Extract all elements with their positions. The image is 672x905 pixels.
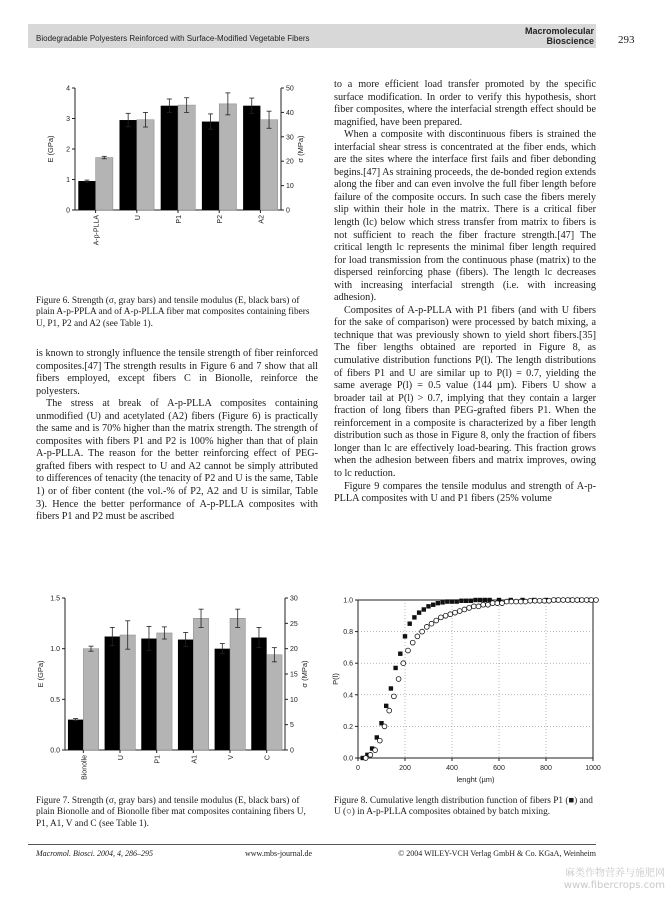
figure-6-caption: Figure 6. Strength (σ, gray bars) and tensile modulus (E, black bars) of plain A-p-PPLA and of A-p-PLLA fiber mat composites containing fibers U, P1, P2 and A2 (see Table 1). [36, 296, 310, 329]
strength-bar [193, 618, 208, 750]
modulus-bar [161, 106, 178, 210]
y-tick-label: 0.0 [50, 747, 60, 755]
x-tick-label: A1 [191, 755, 199, 764]
left-paragraph-2: The stress at break of A-p-PLLA composites containing unmodified (U) and acetylated (A2) fibers (Figure 6) is practically the same and is 70% higher than the matrix strength. The strength of composites with fibers P1 and P2 is 100% higher than that of plain A-p-PLLA. The reason for the better reinforcing effect of PEG-grafted fibers with respect to U and A2 cannot be simply attributed to differences of tenacity (the tenacity of P2 and U is the same, Table 1) or of fiber content (the vol.-% of P2, A2 and U is similar, Table 3). Hence the better performance of A-p-PLLA composites with fibers P1 and P2 must be ascribed [36, 398, 318, 523]
u-data-point [471, 604, 476, 609]
x-tick-label: V [228, 755, 235, 760]
modulus-bar [251, 638, 266, 750]
u-data-point [373, 748, 378, 753]
x-tick-label: C [264, 755, 272, 761]
p1-data-point [455, 599, 459, 603]
y2-tick-label: 30 [290, 595, 298, 603]
p1-data-point [389, 686, 393, 690]
x-tick-label: A2 [258, 215, 266, 224]
figure-8-chart [330, 590, 605, 795]
watermark-line2: www.fibercrops.com [563, 880, 665, 891]
footer-website: www.mbs-journal.de [245, 849, 313, 858]
y2-tick-label: 20 [290, 646, 298, 654]
u-data-point [580, 598, 585, 603]
u-data-point [570, 598, 575, 603]
y-tick-label: 0.4 [343, 692, 353, 700]
x-tick-label: 600 [493, 765, 505, 772]
p1-data-point [422, 607, 426, 611]
figure-7-chart [36, 590, 330, 790]
strength-bar [83, 649, 98, 750]
y2-tick-label: 15 [290, 671, 298, 679]
modulus-bar [68, 720, 83, 750]
p1-data-point [483, 598, 487, 602]
y-tick-label: 4 [66, 85, 70, 93]
figure-7-caption: Figure 7. Strength (σ, gray bars) and tensile modulus (E, black bars) of plain Bionolle and of Bionolle fiber mat composites containing fibers U, P1, A1, V and C (see Table 1). [36, 796, 306, 829]
watermark [555, 868, 665, 892]
u-data-point [556, 598, 561, 603]
y2-tick-label: 30 [286, 134, 294, 142]
y2-tick-label: 20 [286, 158, 294, 166]
u-data-point [443, 613, 448, 618]
p1-data-point [408, 622, 412, 626]
p1-data-point [440, 600, 444, 604]
p1-data-point [473, 598, 477, 602]
plot-frame [358, 600, 593, 758]
u-data-point [490, 601, 495, 606]
x-tick-label: 800 [540, 765, 552, 772]
u-data-point [368, 752, 373, 757]
u-data-point [500, 601, 505, 606]
figure-6-chart [46, 80, 325, 280]
u-data-point [514, 599, 519, 604]
u-data-point [495, 601, 500, 606]
strength-bar [157, 633, 172, 750]
strength-bar [137, 120, 154, 210]
y-tick-label: 0 [66, 207, 70, 215]
x-tick-label: U [118, 755, 125, 761]
p1-data-point [431, 603, 435, 607]
left-column-text [36, 348, 318, 524]
running-title: Biodegradable Polyesters Reinforced with Surface-Modified Vegetable Fibers [36, 34, 310, 43]
x-axis-label: lenght (µm) [456, 775, 495, 784]
y-tick-label: 0.5 [50, 696, 60, 704]
u-data-point [575, 598, 580, 603]
u-data-point [457, 609, 462, 614]
strength-bar [178, 105, 195, 210]
x-tick-label: U [134, 215, 142, 221]
u-data-point [528, 598, 533, 603]
u-data-point [481, 602, 486, 607]
y2-tick-label: 50 [286, 85, 294, 93]
journal-name [520, 26, 594, 46]
modulus-bar [243, 106, 260, 210]
y2-tick-label: 25 [290, 620, 298, 628]
footer-citation: Macromol. Biosci. 2004, 4, 286–295 [36, 849, 154, 858]
figure-8-caption: Figure 8. Cumulative length distribution function of fibers P1 (■) and U (○) in A-p-PLLA composites obtained by batch mixing. [334, 796, 593, 818]
u-data-point [518, 599, 523, 604]
strength-bar [96, 158, 113, 210]
y2-axis-label: σ (MPa) [300, 660, 309, 688]
y2-tick-label: 0 [290, 747, 294, 755]
u-data-point [542, 598, 547, 603]
strength-bar [230, 618, 245, 750]
u-data-point [439, 615, 444, 620]
x-tick-label: 1000 [585, 765, 601, 772]
p1-data-point [469, 599, 473, 603]
right-paragraph-1: to a more efficient load transfer promoted by the specific surface modification. In order to verify this hypothesis, short fiber composites, where the interfacial strength effect should be magnified, have been prepared. [334, 79, 596, 128]
p1-data-point [403, 634, 407, 638]
p1-data-point [464, 599, 468, 603]
right-column-text [334, 79, 596, 506]
y-tick-label: 1 [66, 177, 70, 184]
u-data-point [547, 598, 552, 603]
x-tick-label: A-p-PLLA [93, 215, 101, 246]
u-data-point [382, 724, 387, 729]
u-data-point [594, 598, 599, 603]
y-axis-label: P(l) [331, 673, 340, 685]
u-data-point [406, 648, 411, 653]
y-tick-label: 2 [66, 146, 70, 154]
modulus-bar [119, 120, 136, 210]
u-data-point [565, 598, 570, 603]
u-data-point [429, 621, 434, 626]
p1-data-point [450, 599, 454, 603]
p1-data-point [445, 599, 449, 603]
u-data-point [396, 677, 401, 682]
right-paragraph-3: Composites of A-p-PLLA with P1 fibers (and with U fibers for the sake of comparison) were processed by batch mixing, a technique that was previously shown to yield short fibers.[35] The fiber lengths obtained are reported in Figure 8, as cumulative distribution functions P(l). The length distributions of fibers P1 and U are similar up to P(l) = 0.7, yielding the same average P(l) = 0.5 value (144 µm). Fibers U show a broader tail at P(l) > 0.7, implying that they contain a larger fraction of long fibers than PEG-grafted fibers P1. When the reinforcement in a composite is characterized by a fiber length distribution such as those in Figure 8, only the fraction of fibers longer than lc are effectively load-bearing. This fraction grows when the adhesion between fibers and matrix improves, owing to lc reduction. [334, 304, 596, 479]
u-data-point [363, 756, 368, 761]
strength-bar [260, 120, 277, 210]
strength-bar [120, 635, 135, 750]
u-data-point [589, 598, 594, 603]
u-data-point [387, 708, 392, 713]
modulus-bar [202, 122, 219, 210]
journal-name-line2: Bioscience [546, 36, 594, 46]
p1-data-point [426, 604, 430, 608]
u-data-point [401, 661, 406, 666]
u-data-point [551, 598, 556, 603]
u-data-point [420, 629, 425, 634]
modulus-bar [78, 181, 95, 210]
y-tick-label: 0.2 [343, 723, 353, 731]
y2-tick-label: 5 [290, 722, 294, 730]
modulus-bar [178, 640, 193, 750]
y-tick-label: 1.0 [50, 646, 60, 654]
u-data-point [434, 618, 439, 623]
p1-data-point [459, 599, 463, 603]
y-axis-label: E (GPa) [36, 660, 45, 688]
x-tick-label: P2 [217, 215, 225, 224]
u-data-point [584, 598, 589, 603]
page-number: 293 [618, 34, 635, 46]
u-data-point [467, 606, 472, 611]
p1-data-point [384, 704, 388, 708]
modulus-bar [105, 637, 120, 750]
u-data-point [462, 607, 467, 612]
u-data-point [476, 604, 481, 609]
journal-name-line1: Macromolecular [524, 26, 594, 36]
x-tick-label: P1 [154, 755, 162, 764]
strength-bar [267, 655, 282, 750]
u-data-point [377, 738, 382, 743]
y2-tick-label: 0 [286, 207, 290, 215]
modulus-bar [141, 639, 156, 750]
p1-data-point [417, 610, 421, 614]
u-data-point [537, 598, 542, 603]
watermark-line1: 麻类作物营养与施肥网 [565, 868, 665, 879]
y-tick-label: 1.0 [343, 597, 353, 605]
left-paragraph-1: is known to strongly influence the tensile strength of fiber reinforced composites.[47] The strength results in Figure 6 and 7 show that all fibers employed, except fibers C in Bionolle, reinforce the polyesters. [36, 348, 318, 397]
y2-axis-label: σ (MPa) [296, 135, 305, 163]
p1-data-point [412, 615, 416, 619]
x-tick-label: 200 [399, 765, 411, 772]
u-data-point [509, 599, 514, 604]
footer-rule [28, 844, 596, 845]
y-tick-label: 3 [66, 116, 70, 123]
y2-tick-label: 10 [286, 183, 294, 191]
x-tick-label: 400 [446, 765, 458, 772]
u-data-point [561, 598, 566, 603]
x-tick-label: P1 [176, 215, 183, 224]
p1-data-point [436, 601, 440, 605]
u-data-point [533, 598, 538, 603]
p1-data-point [478, 598, 482, 602]
footer-copyright: © 2004 WILEY-VCH Verlag GmbH & Co. KGaA, Weinheim [398, 849, 596, 858]
u-data-point [448, 612, 453, 617]
y2-tick-label: 40 [286, 109, 294, 117]
y-tick-label: 0.6 [343, 660, 353, 668]
y-tick-label: 0.0 [343, 755, 353, 763]
p1-data-point [398, 652, 402, 656]
y-tick-label: 1.5 [50, 595, 60, 603]
u-data-point [504, 599, 509, 604]
y-axis-label: E (GPa) [46, 135, 55, 163]
u-data-point [424, 624, 429, 629]
modulus-bar [215, 649, 230, 750]
x-tick-label: Bionolle [81, 755, 89, 780]
y-tick-label: 0.8 [343, 629, 353, 637]
right-paragraph-4: Figure 9 compares the tensile modulus and strength of A-p-PLLA composites with U and P1 fibers (25% volume [334, 480, 596, 505]
u-data-point [453, 610, 458, 615]
u-data-point [523, 599, 528, 604]
x-tick-label: 0 [356, 765, 360, 772]
u-data-point [410, 640, 415, 645]
p1-data-point [393, 666, 397, 670]
u-data-point [392, 694, 397, 699]
y2-tick-label: 10 [290, 696, 298, 704]
strength-bar [219, 104, 236, 210]
right-paragraph-2: When a composite with discontinuous fibers is strained the interfacial shear stress is concentrated at the fiber ends, which are the sites where the interface first fails and fiber debonding begins.[47] As straining proceeds, the de-bonded region extends along the fiber and can even involve the full fiber length before failure of the composite occurs. In such case the fibers merely slip within their hole in the matrix. There is a critical fiber length (lc) below which stress transfer from matrix to fibers is not sufficient to reach the fiber fracture strength.[47] The critical length lc represents the minimal fiber length required for load transmission from the continuous phase (matrix) to the dispersed reinforcing phase (fibers). The length lc decreases with increasing interfacial strength (i.e. with increasing adhesion). [334, 129, 596, 304]
u-data-point [415, 634, 420, 639]
u-data-point [486, 602, 491, 607]
